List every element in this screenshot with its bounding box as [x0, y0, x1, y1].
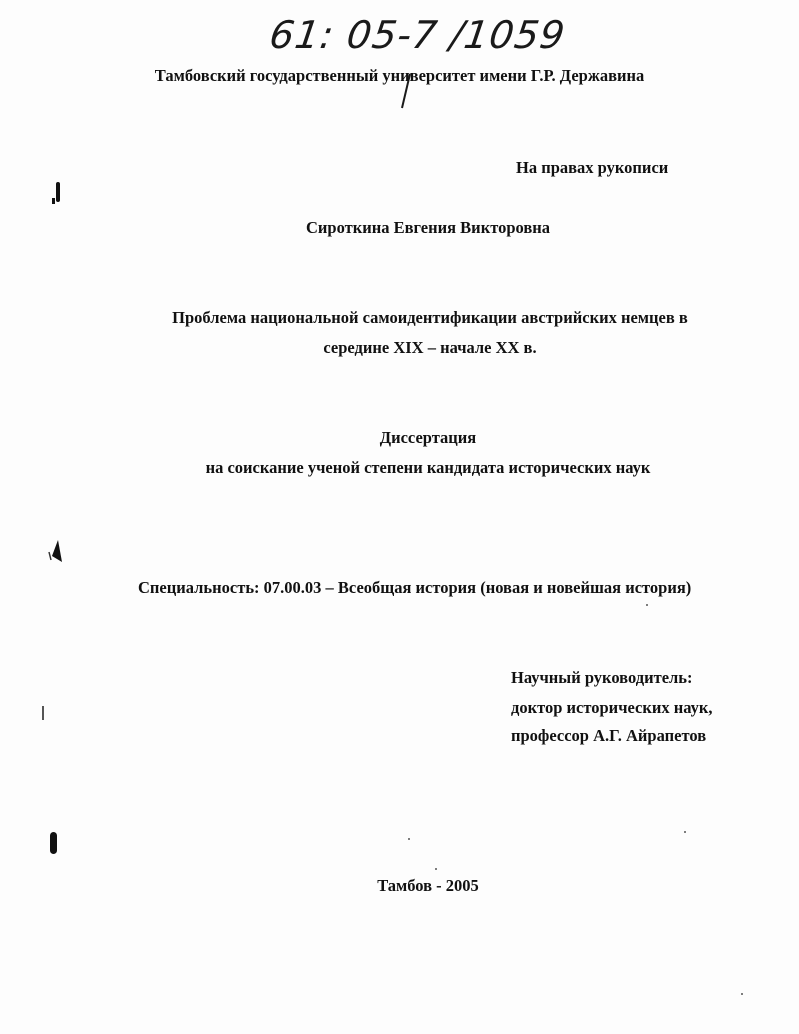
- supervisor-label: Научный руководитель:: [511, 668, 693, 687]
- scan-margin-mark: [56, 182, 60, 202]
- supervisor-name: профессор А.Г. Айрапетов: [511, 726, 707, 745]
- scan-speck: [741, 993, 743, 995]
- thesis-title-line-2: середине XIX – начале XX в.: [323, 338, 537, 357]
- scan-margin-mark: [44, 538, 68, 566]
- author-name: Сироткина Евгения Викторовна: [305, 218, 551, 237]
- manuscript-rights-note: На правах рукописи: [516, 158, 669, 177]
- thesis-title-line-1: Проблема национальной самоидентификации австрийских немцев в: [172, 308, 688, 327]
- degree-description: на соискание ученой степени кандидата исторических наук: [205, 458, 651, 477]
- scan-speck: [408, 838, 410, 840]
- scan-speck: [684, 831, 686, 833]
- scan-margin-mark: [50, 832, 57, 854]
- handwritten-catalog-number: 61: 05-7 /1059: [266, 13, 569, 57]
- dissertation-label: Диссертация: [379, 428, 477, 447]
- supervisor-degree: доктор исторических наук,: [511, 698, 713, 717]
- scan-margin-mark: [42, 706, 44, 720]
- specialty-line: Специальность: 07.00.03 – Всеобщая история (новая и новейшая история): [138, 578, 692, 597]
- scan-margin-mark: [52, 198, 55, 204]
- place-and-year: Тамбов - 2005: [377, 876, 479, 895]
- university-name: Тамбовский государственный университет имени Г.Р. Державина: [154, 66, 645, 85]
- scan-speck: [435, 868, 437, 870]
- scan-speck: [646, 604, 648, 606]
